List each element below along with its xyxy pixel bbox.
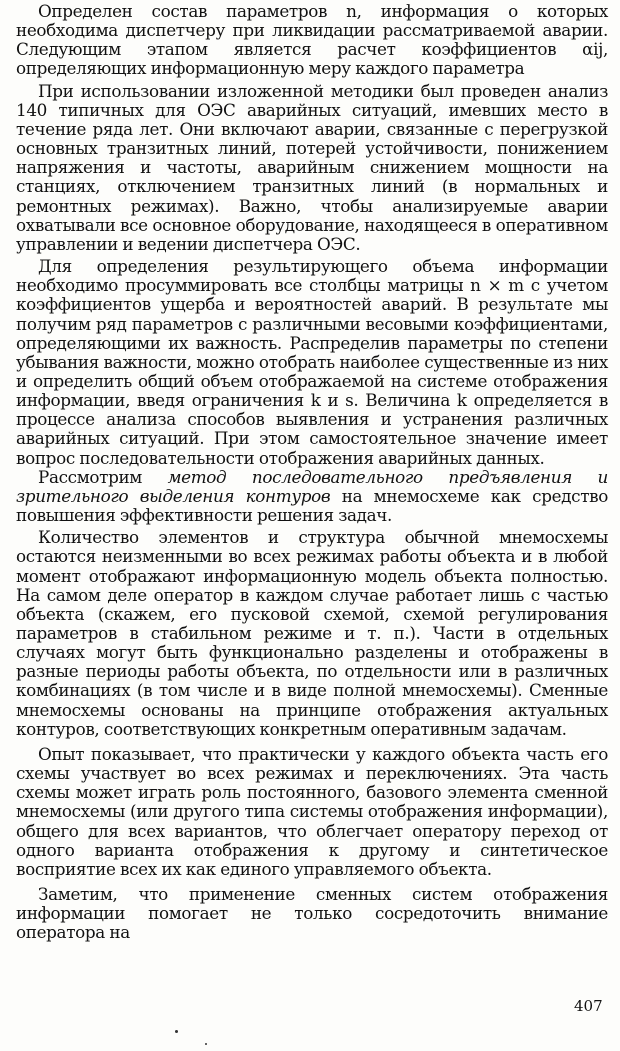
paragraph-5: Количество элементов и структура обычной мнемосхемы остаются неизменными во всех режимах работы объекта и в любой момент отображают информационную модель объекта полностью. На самом деле оператор в каждом случае работает лишь с частью объекта (скажем, его пусковой схемой, схемой регулирования параметров в стабильном режиме и т. п.). Части в отдельных случаях могут быть функционально разделены и отображены в разные периоды работы объекта, по отдельности или в различных комбинациях (в том числе и в виде полной мнемосхемы). Сменные мнемосхемы основаны на принципе отображения актуальных контуров, соответствующих конкретным оперативным задачам. (16, 527, 608, 739)
paragraph-2: При использовании изложенной методики был проведен анализ 140 типичных для ОЭС аварийных ситуаций, имевших место в течение ряда лет. Они включают аварии, связанные с перегрузкой основных транзитных линий, потерей устойчивости, понижением напряжения и частоты, аварийным снижением мощности на станциях, отключением транзитных линий (в нормальных и ремонтных режимах). Важно, чтобы анализируемые аварии охватывали все основное оборудование, находящееся в оперативном управлении и ведении диспетчера ОЭС. (16, 80, 608, 254)
scan-speck (175, 1030, 178, 1033)
scan-speck (205, 1043, 207, 1045)
paragraph-4-emphasis: метод последовательного предъявления и зрительного выделения контуров (16, 466, 608, 506)
paragraph-3: Для определения результирующего объема информации необходимо просуммировать все столбцы матрицы n × m с учетом коэффициентов ущерба и вероятностей аварий. В результате мы получим ряд параметров с различными весовыми коэффициентами, определяющими их важность. Распределив параметры по степени убывания важности, можно отобрать наиболее существенные из них и определить общий объем отображаемой на системе отображения информации, введя ограничения k и s. Величина k определяется в процессе анализа способов выявления и устранения различных аварийных ситуаций. При этом самостоятельное значение имеет вопрос последовательности отображения аварийных данных. (16, 256, 608, 468)
paragraph-4-lead: Рассмотрим (38, 466, 168, 487)
page-body (16, 2, 608, 943)
paragraph-4 (16, 468, 608, 525)
paragraph-1: Определен состав параметров n, информация о которых необходима диспетчеру при ликвидации рассматриваемой аварии. Следующим этапом является расчет коэффициентов αij, определяющих информационную меру каждого параметра (16, 1, 608, 79)
page-number: 407 (574, 997, 603, 1015)
paragraph-6: Опыт показывает, что практически у каждого объекта часть его схемы участвует во всех режимах и переключениях. Эта часть схемы может играть роль постоянного, базового элемента сменной мнемосхемы (или другого типа системы отображения информации), общего для всех вариантов, что облегчает оператору переход от одного варианта отображения к другому и синтетическое восприятие всех их как единого управляемого объекта. (16, 743, 608, 879)
paragraph-7: Заметим, что применение сменных систем отображения информации помогает не только сосредоточить внимание оператора на (16, 884, 608, 943)
paragraph-4-tail: на мнемосхеме как средство повышения эффективности решения задач. (16, 485, 608, 526)
